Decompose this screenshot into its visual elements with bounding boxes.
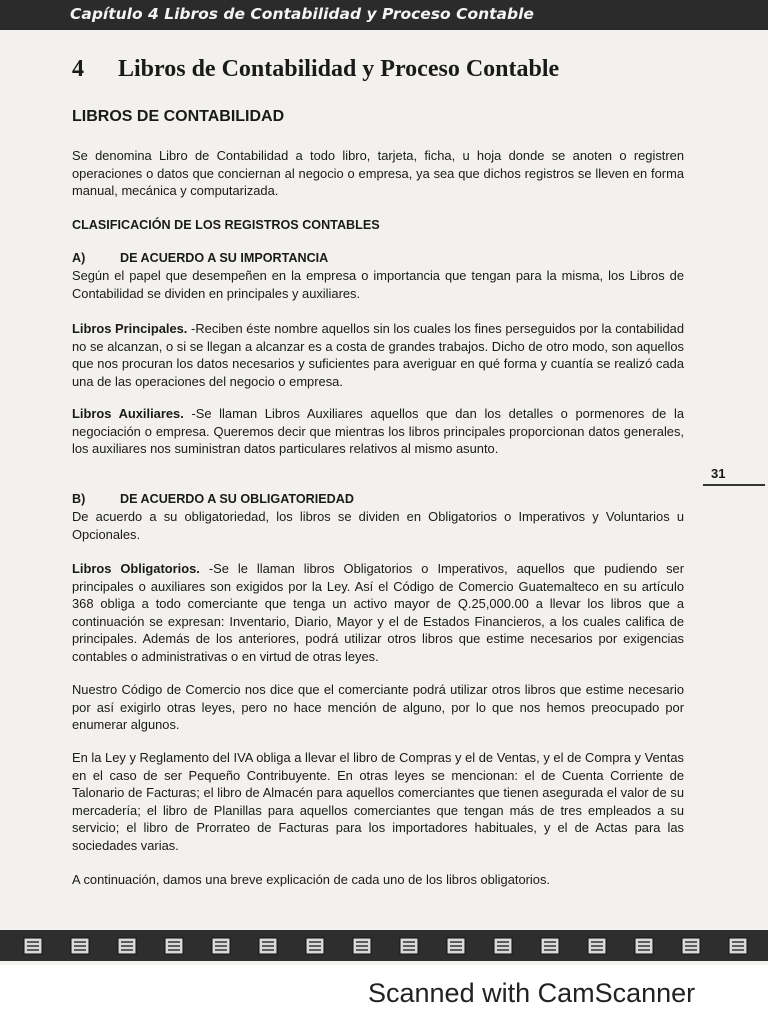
- page-number-rule: [703, 484, 765, 486]
- mandatory-books-text: -Se le llaman libros Obligatorios o Imperativos, aquellos que pudiendo ser principales o auxiliares son exigidos por la Ley. Así el Código de Comercio Guatemalteco en su artículo 368 obliga a todo comerciante que tenga un activo mayor de Q.25,000.00 a llevar los libros que a continuación se expresan: Inventario, Diario, Mayor y el de Estados Financieros, a los cuales califica de principales. Además de los anteriores, podrá utilizar otros libros que estime necesarios por exigencias contables o administrativas o en virtud de otras leyes.: [72, 561, 684, 664]
- chapter-title-text: Libros de Contabilidad y Proceso Contable: [118, 56, 560, 82]
- obligation-paragraph: De acuerdo a su obligatoriedad, los libros se dividen en Obligatorios o Imperativos y Voluntarios u Opcionales.: [72, 509, 684, 542]
- mandatory-books-paragraph: [72, 560, 684, 666]
- books-icon: [116, 936, 138, 956]
- chapter-title: [72, 56, 559, 83]
- principal-books-text: -Reciben éste nombre aquellos sin los cuales los fines perseguidos por la contabilidad no se alcanzan, o si se llegan a alcanzar es a costa de grandes trabajos. Dicho de otro modo, son aquellos que nos procuran los datos necesarios y suficientes para averiguar en qué forma y cuantía se realizó cada una de las operaciones del negocio o empresa.: [72, 321, 684, 389]
- subheading-a-title: DE ACUERDO A SU IMPORTANCIA: [120, 251, 329, 265]
- auxiliary-books-paragraph: [72, 405, 684, 458]
- ledger-icon: [22, 936, 44, 956]
- principal-books-term: Libros Principales.: [72, 321, 188, 336]
- camscanner-watermark: Scanned with CamScanner: [368, 978, 696, 1008]
- subheading-a-letter: A): [72, 251, 86, 265]
- subheading-b-title: DE ACUERDO A SU OBLIGATORIEDAD: [120, 492, 354, 506]
- briefcase-icon: [257, 936, 279, 956]
- running-title: Capítulo 4 Libros de Contabilidad y Proceso Contable: [70, 5, 534, 23]
- mandatory-books-term: Libros Obligatorios.: [72, 561, 200, 576]
- subheading-b-letter: B): [72, 492, 86, 506]
- classification-heading: CLASIFICACIÓN DE LOS REGISTROS CONTABLES: [72, 218, 380, 232]
- calendar-icon: [539, 936, 561, 956]
- auxiliary-books-term: Libros Auxiliares.: [72, 406, 184, 421]
- cash-register-icon: [445, 936, 467, 956]
- running-header: [0, 0, 768, 30]
- bank-icon: [586, 936, 608, 956]
- auxiliary-books-text: -Se llaman Libros Auxiliares aquellos que dan los detalles o pormenores de la negociación o empresa. Queremos decir que mientras los libros principales proporcionan datos generales, los auxiliares nos suministran datos particulares relativos al mismo asunto.: [72, 406, 684, 457]
- dollar-icon: [69, 936, 91, 956]
- intro-paragraph: Se denomina Libro de Contabilidad a todo libro, tarjeta, ficha, u hoja donde se anoten o registren operaciones o datos que conciernan al negocio o empresa, ya sea que dichos registros se lleven en forma manual, mecánica y computarizada.: [72, 148, 684, 199]
- subheading-a: [72, 251, 328, 265]
- document-icon: [304, 936, 326, 956]
- closing-paragraph: A continuación, damos una breve explicación de cada uno de los libros obligatorios.: [72, 872, 550, 887]
- books-icon: [727, 936, 749, 956]
- iva-paragraph: En la Ley y Reglamento del IVA obliga a llevar el libro de Compras y el de Ventas, y el de Compra y Ventas en el caso de ser Pequeño Contribuyente. En otras leyes se mencionan: el de Cuenta Corriente de Talonario de Facturas; el libro de Almacén para aquellos comerciantes que tienen asegurada el valor de su mercadería; el libro de Planillas para aquellos comerciantes que tengan más de tres empleados a su servicio; el libro de Prorrateo de Facturas para los importadores habituales, y el de Actas para las sociedades varias.: [72, 750, 684, 853]
- commerce-code-paragraph: Nuestro Código de Comercio nos dice que el comerciante podrá utilizar otros libros que estime necesario por así exigirlo otras leyes, pero no hace mención de alguno, por lo que nos hemos preocupado por enumerar algunos.: [72, 682, 684, 733]
- news-icon: [398, 936, 420, 956]
- chart-icon: [680, 936, 702, 956]
- folder-icon: [633, 936, 655, 956]
- chapter-number: 4: [72, 56, 84, 82]
- gears-icon: [351, 936, 373, 956]
- principal-books-paragraph: [72, 320, 684, 390]
- section-title: LIBROS DE CONTABILIDAD: [72, 108, 285, 125]
- importance-paragraph: Según el papel que desempeñen en la empresa o importancia que tengan para la misma, los Libros de Contabilidad se dividen en principales y auxiliares.: [72, 268, 684, 301]
- piggy-bank-icon: [492, 936, 514, 956]
- calculator-icon: [163, 936, 185, 956]
- grid-icon: [210, 936, 232, 956]
- page-number: 31: [711, 466, 726, 481]
- subheading-b: [72, 492, 354, 506]
